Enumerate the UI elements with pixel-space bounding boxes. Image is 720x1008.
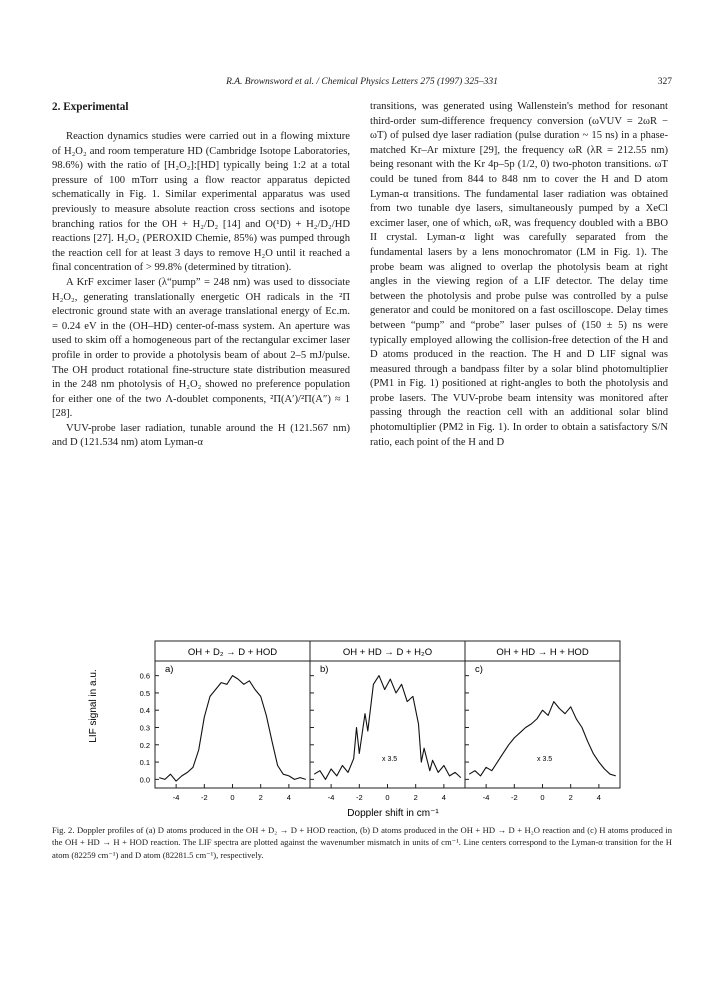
y-tick-label: 0.5 xyxy=(139,688,150,698)
running-title: R.A. Brownsword et al. / Chemical Physics Letters 275 (1997) 325–331 xyxy=(226,77,498,87)
y-tick-label: 0.0 xyxy=(139,775,150,785)
left-column xyxy=(52,100,350,451)
figure-2 xyxy=(80,618,680,820)
y-tick-label: 0.3 xyxy=(139,723,150,733)
x-tick-label: -4 xyxy=(172,793,180,802)
right-column xyxy=(370,100,668,450)
series-line xyxy=(159,676,306,782)
panel-title: OH + D₂ → D + HOD xyxy=(187,647,278,658)
panel-letter: b) xyxy=(320,664,329,675)
x-tick-label: 2 xyxy=(413,793,418,802)
paragraph: transitions, was generated using Wallenstein's method for resonant third-order sum-difference frequency conversion (ωVUV = 2ωR − ωT) of pulsed dye laser radiation (pulse duration ~ 15 ns) in a phase-matched Kr–Ar mixture [29], the frequency ωR (λR = 212.55 nm) being resonant with the Kr 4p–5p (1/2, 0) two-photon transitions. ωT could be tuned from 844 to 848 nm to cover the H and D atom Lyman-α transitions. The fundamental laser radiation was obtained from two tunable dye lasers, simultaneously pumped by a XeCl excimer laser, one of which, ωR, was frequency doubled with a BBO II crystal. Lyman-α light was carefully separated from the fundamental lasers by a lens monochromator (LM in Fig. 1). The probe beam was aligned to overlap the photolysis beam at right angles in the viewing region of a LIF detector. The delay time between the photolysis and probe pulse was controlled by a pulse generator and could be monitored on a fast oscilloscope. Delay times between “pump” and “probe” laser pulses of (150 ± 5) ns were typically employed allowing the collision-free detection of the H and D atoms produced in the reaction. The H and D LIF signal was measured through a bandpass filter by a solar blind photomultiplier (PM1 in Fig. 1) positioned at right-angles to both the photolysis and probe lasers. The VUV-probe beam intensity was monitored after passing through the reaction cell with an additional solar blind photomultiplier (PM2 in Fig. 1). In order to obtain a satisfactory S/N ratio, each point of the H and D xyxy=(370,101,668,448)
panel-frame xyxy=(310,641,465,788)
scale-factor-label: x 3.5 xyxy=(382,756,398,763)
paragraph: VUV-probe laser radiation, tunable around the H (121.567 nm) and D (121.534 nm) atom Lyman-α xyxy=(52,422,350,449)
y-tick-label: 0.6 xyxy=(139,671,150,681)
x-tick-label: 0 xyxy=(540,793,545,802)
panel-title: OH + HD → D + H₂O xyxy=(342,647,433,658)
doppler-profile-chart xyxy=(80,618,680,820)
panel-letter: c) xyxy=(475,664,483,675)
paragraph: A KrF excimer laser (λ“pump” = 248 nm) was used to dissociate H₂O₂, generating translationally energetic OH radicals in the ²Π electronic ground state with an average translational energy of Ec.m. = 0.24 eV in the (OH–HD) center-of-mass system. An aperture was used to skim off a homogeneous part of the rectangular excimer laser profile in order to provide a photolysis beam of about 2–5 mJ/pulse. The OH product rotational fine-structure state distribution measured in the 248 nm photolysis of H₂O₂ showed no preference population for either one of the two Λ-doublet components, ²Π(A′)/²Π(A″) ≈ 1 [28]. xyxy=(52,276,350,420)
panel-frame xyxy=(465,641,620,788)
panel-title: OH + HD → H + HOD xyxy=(496,647,589,658)
panel-letter: a) xyxy=(165,664,174,675)
x-tick-label: 2 xyxy=(258,793,263,802)
figure-caption: Fig. 2. Doppler profiles of (a) D atoms produced in the OH + D₂ → D + HOD reaction, (b) D atoms produced in the OH + HD → D + H₂O reaction and (c) H atoms produced in the OH + HD → H + HOD reaction. The LIF spectra are plotted against the wavenumber mismatch in units of cm⁻¹. Line centers correspond to the Lyman-α transition for the H atom (82259 cm⁻¹) and D atom (82281.5 cm⁻¹), respectively. xyxy=(52,825,672,860)
scale-factor-label: x 3.5 xyxy=(537,756,553,763)
y-tick-label: 0.4 xyxy=(139,706,150,716)
page-number: 327 xyxy=(657,77,672,87)
running-header xyxy=(52,77,672,91)
x-tick-label: -4 xyxy=(482,793,490,802)
paragraph: Reaction dynamics studies were carried out in a flowing mixture of H₂O₂ and room temperature HD (Cambridge Isotope Laboratories, 98.6%) with the ratio of [H₂O₂]:[HD] typically being 1:2 at a total pressure of 100 mTorr using a flow reactor apparatus depicted schematically in Fig. 1. Similar experimental apparatus was used previously to measure absolute reaction cross sections and isotope branching ratios for the OH + H₂/D₂ [14] and O(¹D) + H₂/D₂/HD reactions [27]. H₂O₂ (PEROXID Chemie, 85%) was pumped through the reaction cell for at least 3 days to remove H₂O until it reached a final concentration of > 99.8% (determined by titration). xyxy=(52,131,350,274)
x-tick-label: 0 xyxy=(230,793,235,802)
x-tick-label: -2 xyxy=(510,793,518,802)
x-tick-label: 4 xyxy=(286,793,291,802)
x-tick-label: 4 xyxy=(441,793,446,802)
x-tick-label: -2 xyxy=(200,793,208,802)
y-tick-label: 0.2 xyxy=(139,740,150,750)
x-tick-label: -4 xyxy=(327,793,335,802)
x-axis-label: Doppler shift in cm⁻¹ xyxy=(347,808,439,819)
y-axis-label: LIF signal in a.u. xyxy=(88,669,99,743)
y-tick-label: 0.1 xyxy=(139,758,150,768)
x-tick-label: -2 xyxy=(355,793,363,802)
series-line xyxy=(469,702,616,776)
x-tick-label: 4 xyxy=(596,793,601,802)
panel-frame xyxy=(155,641,310,788)
x-tick-label: 0 xyxy=(385,793,390,802)
series-line xyxy=(314,676,461,780)
section-heading: 2. Experimental xyxy=(52,101,129,113)
x-tick-label: 2 xyxy=(568,793,573,802)
